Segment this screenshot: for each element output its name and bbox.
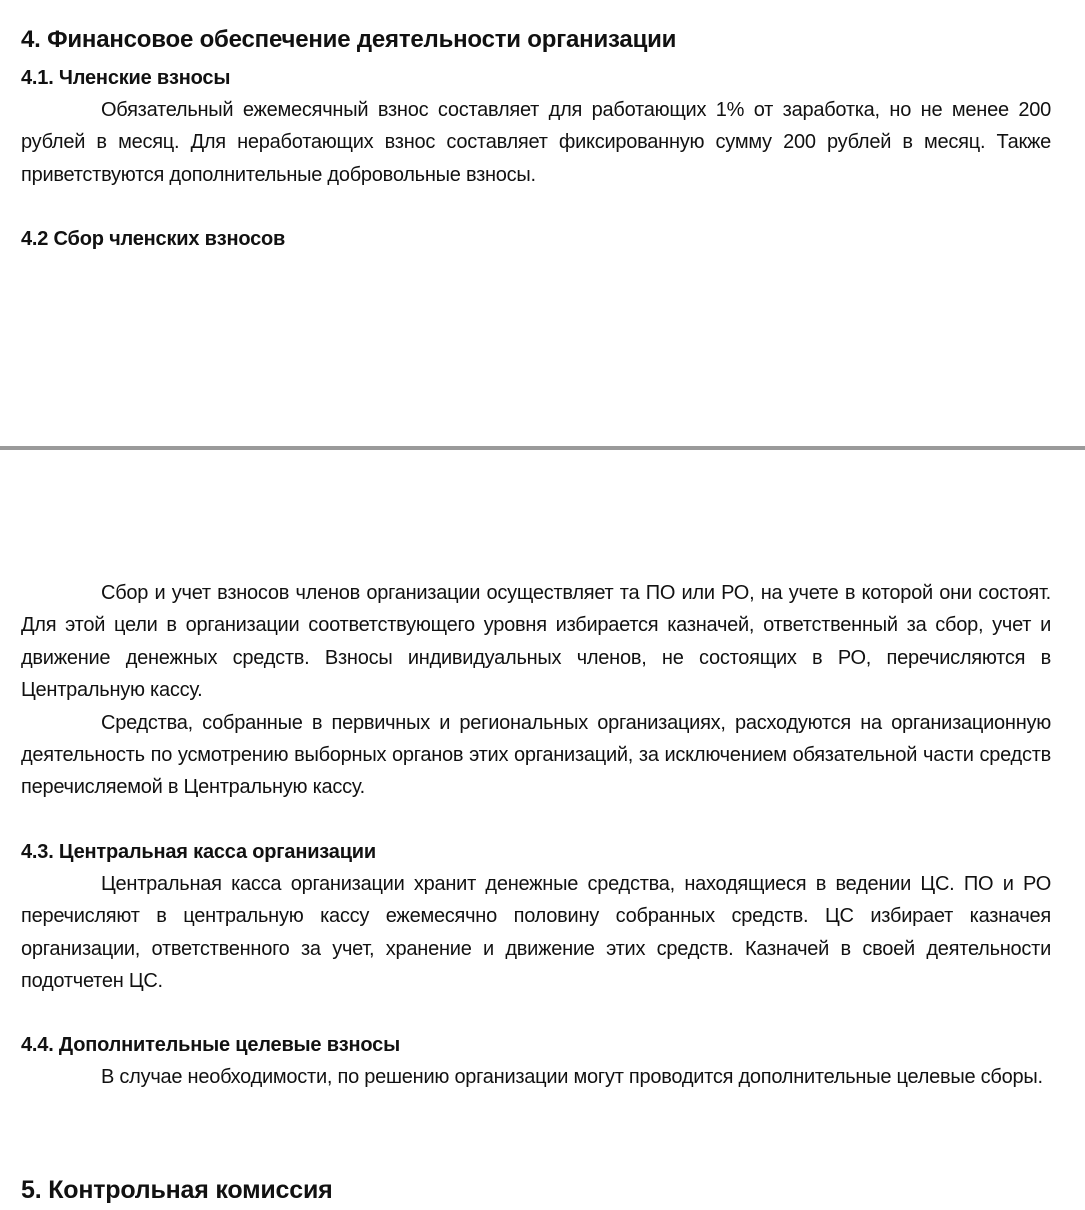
paragraph-spacer [21,997,1051,1029]
section-4-1-heading: 4.1. Членские взносы [21,67,231,89]
page-top-part [21,22,1051,255]
section-5-title: 5. Контрольная комиссия [21,1176,333,1204]
section-4-2-text-2: Средства, собранные в первичных и региональных организациях, расходуются на организационную деятельность по усмотрению выборных органов этих организаций, за исключением обязательной части средств перечисляемой в Центральную кассу. [21,711,1051,799]
section-4-4-heading: 4.4. Дополнительные целевые взносы [21,1034,400,1057]
paragraph-spacer [21,191,1051,223]
page-bottom-part [21,577,1051,1094]
section-4-title: 4. Финансовое обеспечение деятельности организации [21,26,677,53]
section-4-2-heading: 4.2 Сбор членских взносов [21,228,286,251]
section-4-2-text-1: Сбор и учет взносов членов организации осуществляет та ПО или РО, на учете в которой они состоят. Для этой цели в организации соответствующего уровня избирается казначей, ответственный за сбор, учет и движение денежных средств. Взносы индивидуальных членов, не состоящих в РО, перечисляются в Центральную кассу. [21,582,1051,702]
section-4-1-text: Обязательный ежемесячный взнос составляет для работающих 1% от заработка, но не менее 200 рублей в месяц. Для неработающих взнос составляет фиксированную сумму 200 рублей в месяц. Также приветствуются дополнительные добровольные взносы. [21,99,1051,186]
section-4-3-text: Центральная касса организации хранит денежные средства, находящиеся в ведении ЦС. ПО и РО перечисляют в центральную кассу ежемесячно половину собранных средств. ЦС избирает казначея организации, ответственного за учет, хранение и движение этих средств. Казначей в своей деятельности подотчетен ЦС. [21,872,1051,993]
section-4-3-heading: 4.3. Центральная касса организации [21,840,376,863]
paragraph-spacer [21,804,1051,836]
page-break-divider [0,446,1085,450]
section-4-4-text: В случае необходимости, по решению организации могут проводится дополнительные целевые сборы. [101,1066,1043,1089]
